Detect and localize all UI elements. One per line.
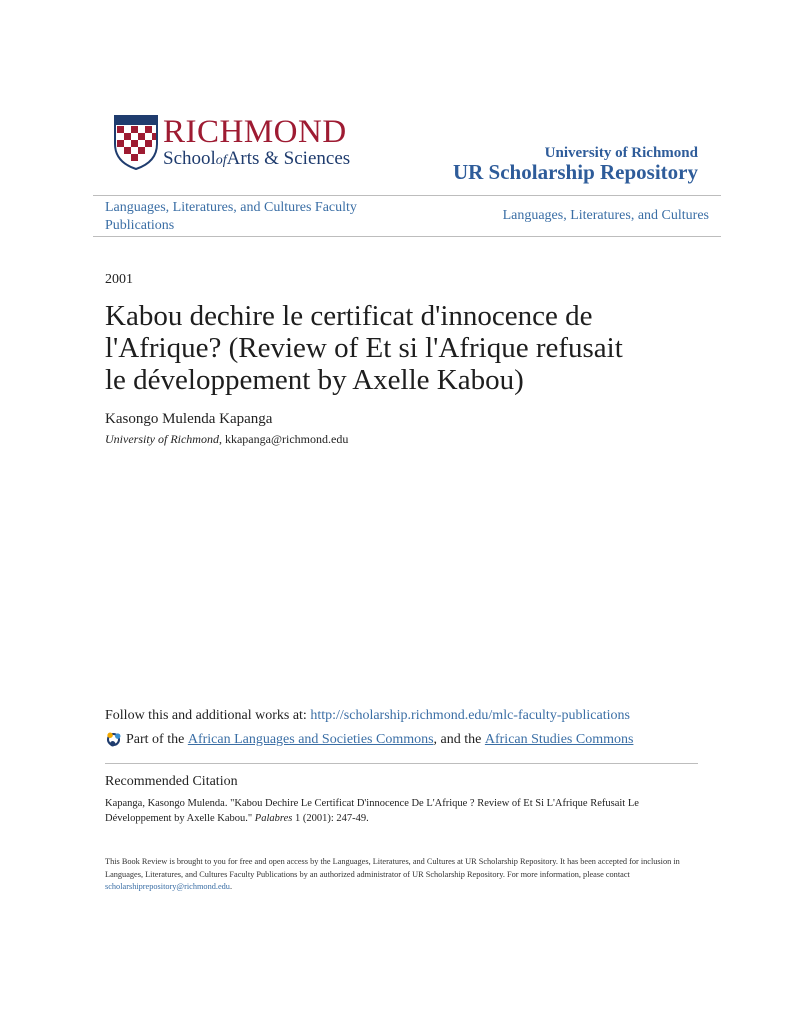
collection-url-link[interactable]: http://scholarship.richmond.edu/mlc-faculty-publications: [310, 708, 630, 723]
logo-school-name: SchoolofArts & Sciences: [163, 148, 351, 169]
department-link[interactable]: Languages, Literatures, and Cultures: [502, 208, 709, 223]
commons-network-icon: [105, 731, 122, 748]
access-notice: This Book Review is brought to you for free and open access by the Languages, Literatures, and Cultures at UR Scholarship Repository. It has been accepted for inclusion in Languages, Literatures, and Cultures Faculty Publications by an authorized administrator of UR Scholarship Repository. For more information, please contact scholarshiprepository@richmond.edu.: [105, 857, 680, 891]
citation-heading: Recommended Citation: [105, 774, 238, 789]
african-languages-commons-link[interactable]: African Languages and Societies Commons: [187, 731, 434, 747]
author-name: Kasongo Mulenda Kapanga: [105, 411, 273, 427]
citation-divider: [105, 763, 698, 764]
shield-icon: [113, 114, 159, 170]
richmond-logo: [113, 114, 363, 174]
university-name: University of Richmond: [544, 145, 698, 161]
repository-name[interactable]: UR Scholarship Repository: [452, 160, 698, 184]
contact-email-link[interactable]: scholarshiprepository@richmond.edu: [105, 882, 230, 891]
citation-text: Kapanga, Kasongo Mulenda. "Kabou Dechire Le Certificat D'innocence De L'Afrique ? Review of Et Si L'Afrique Refusait Le Développement by Axelle Kabou." Palabres 1 (2001): 247-49.: [105, 798, 639, 824]
african-studies-commons-link[interactable]: African Studies Commons: [484, 731, 634, 747]
part-of-line: Part of the African Languages and Societies Commons , and the African Studies Commons: [105, 731, 633, 748]
logo-wordmark: RICHMOND: [163, 114, 347, 150]
follow-line: Follow this and additional works at: http://scholarship.richmond.edu/mlc-faculty-publications: [105, 708, 630, 723]
collection-link[interactable]: Languages, Literatures, and Cultures Faculty Publications: [105, 200, 357, 233]
header-divider-top: [93, 195, 721, 196]
author-affiliation: University of Richmond, kkapanga@richmond.edu: [105, 432, 349, 446]
article-title: Kabou dechire le certificat d'innocence de l'Afrique? (Review of Et si l'Afrique refusait le développement by Axelle Kabou): [105, 300, 623, 396]
header-divider-bottom: [93, 236, 721, 237]
author-email[interactable]: , kkapanga@richmond.edu: [218, 432, 349, 446]
publication-year: 2001: [105, 272, 133, 287]
